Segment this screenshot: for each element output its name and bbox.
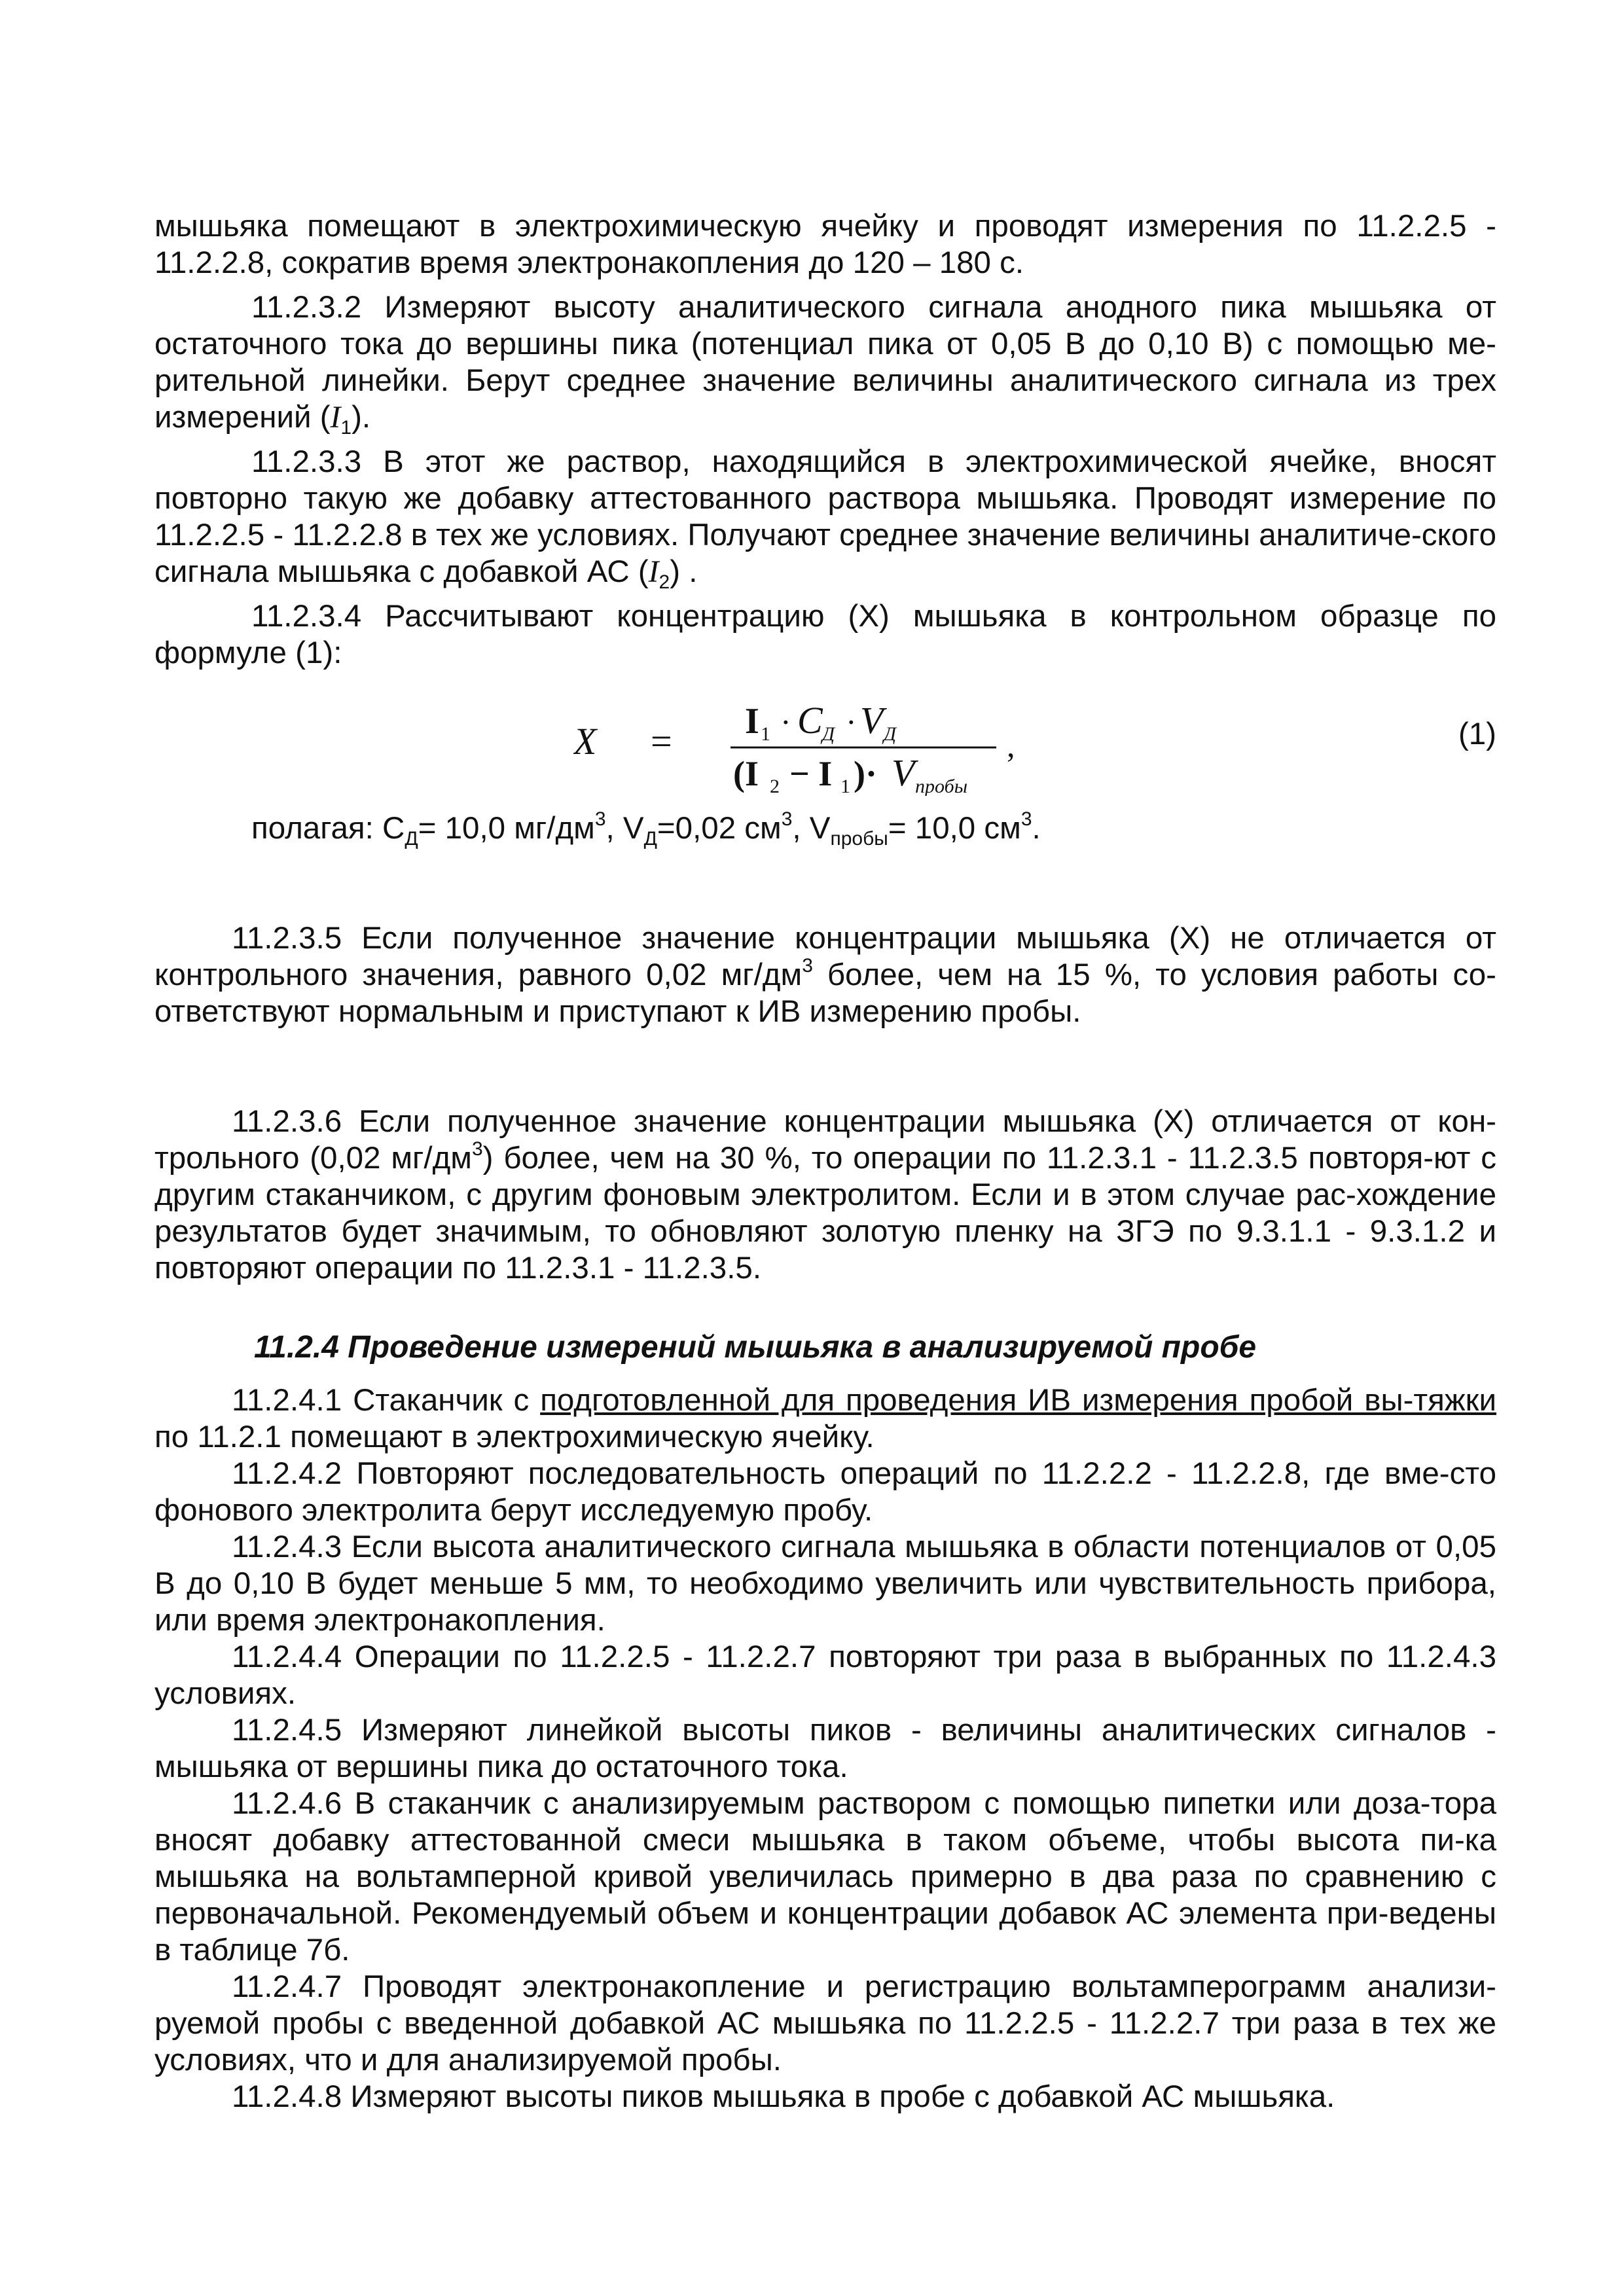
paragraph-11-2-4-1: 11.2.4.1 Стаканчик с подготовленной для проведения ИВ измерения пробой вы-тяжки по 11.2.1 помещают в электрохимическую ячейку. — [154, 1383, 1496, 1454]
formula-lhs: X — [573, 720, 597, 762]
formula-den-v: V — [892, 751, 915, 794]
paragraph-11-2-3-5: 11.2.3.5 Если полученное значение концентрации мышьяка (X) не отличается от контрольного значения, равного 0,02 $мг/дм^3$ более, чем на 15 %, то условия работы со-ответствуют нормальным и приступают к ИВ измерению пробы. — [154, 921, 1496, 1029]
formula-den-v-sub: пробы — [915, 776, 968, 796]
formula-1 — [154, 678, 1496, 796]
formula-expression — [573, 678, 1228, 796]
formula-num-v-sub: Д — [884, 723, 897, 745]
paragraph-continuation: мышьяка помещают в электрохимическую ячейку и проводят измерения по 11.2.2.5 - 11.2.2.8, сократив время электронакопления до 120 – 180 с. — [154, 209, 1496, 280]
paragraph-11-2-4-6: 11.2.4.6 В стаканчик с анализируемым раствором с помощью пипетки или доза-тора вносят добавку аттестованной смеси мышьяка в таком объеме, чтобы высота пи-ка мышьяка на вольтамперной кривой увеличилась примерно в два раза по сравнению с первоначальной. Рекомендуемый объем и концентрации добавок АС элемента при-ведены в таблице 7б. — [154, 1786, 1496, 1967]
paragraph-11-2-3-3: 11.2.3.3 В этот же раствор, находящийся в электрохимической ячейке, вносят повторно такую же добавку аттестованного раствора мышьяка. Проводят измерение по 11.2.2.5 - 11.2.2.8 в тех же условиях. Получают среднее значение величины аналитиче-ского сигнала мышьяка с добавкой АС $(I_2)$ . — [154, 444, 1496, 593]
paragraph-11-2-4-8: 11.2.4.8 Измеряют высоты пиков мышьяка в пробе с добавкой АС мышьяка. — [232, 2079, 1335, 2114]
formula-equals: = — [651, 720, 672, 762]
paragraph-11-2-3-4: 11.2.3.4 Рассчитывают концентрацию (X) мышьяка в контрольном образце по формуле (1): — [154, 599, 1496, 670]
formula-den-minus: − I — [789, 754, 833, 793]
formula-den-i1-sub: 1 — [840, 776, 850, 796]
paragraph-11-2-4-2: 11.2.4.2 Повторяют последовательность операций по 11.2.2.2 - 11.2.2.8, где вме-сто фонового электролита берут исследуемую пробу. — [154, 1456, 1496, 1528]
formula-num-dot1: · — [780, 704, 791, 740]
formula-number: (1) — [1458, 717, 1496, 751]
paragraph-11-2-4-4: 11.2.4.4 Операции по 11.2.2.5 - 11.2.2.7 повторяют три раза в выбранных по 11.2.4.3 условиях. — [154, 1640, 1496, 1711]
formula-num-i1: I — [745, 701, 759, 742]
formula-den-close: )· — [854, 754, 877, 793]
paragraph-11-2-4-5: 11.2.4.5 Измеряют линейкой высоты пиков - величины аналитических сигналов - мышьяка от вершины пика до остаточного тока. — [154, 1713, 1496, 1784]
formula-comma: , — [1007, 727, 1015, 764]
section-heading-11-2-4: 11.2.4 Проведение измерений мышьяка в анализируемой пробе — [254, 1330, 1257, 1365]
paragraph-11-2-4-7: 11.2.4.7 Проводят электронакопление и регистрацию вольтамперограмм анализи-руемой пробы с введенной добавкой АС мышьяка по 11.2.2.5 - 11.2.2.7 три раза в тех же условиях, что и для анализируемой пробы. — [154, 1969, 1496, 2077]
formula-num-i1-sub: 1 — [761, 723, 770, 745]
paragraph-11-2-4-3: 11.2.4.3 Если высота аналитического сигнала мышьяка в области потенциалов от 0,05 В до 0,10 В будет меньше 5 мм, то необходимо увеличить или чувствительность прибора, или время электронакопления. — [154, 1530, 1496, 1638]
formula-num-v: V — [860, 699, 884, 742]
formula-den-open: (I — [733, 754, 759, 793]
formula-given-values: полагая: $С_Д= 10,0$ $мг/дм^3$, $V_Д=0,02$ $см^3$, $V_{пробы}= 10,0$ $см^3$. — [251, 808, 1041, 850]
document-page — [154, 208, 1496, 2115]
paragraph-11-2-3-6: 11.2.3.6 Если полученное значение концентрации мышьяка (X) отличается от кон-трольного (0,02 $мг/дм^3$) более, чем на 30 %, то операции по 11.2.3.1 - 11.2.3.5 повторя-ют с другим стаканчиком, с другим фоновым электролитом. Если и в этом случае рас-хождение результатов будет значимым, то обновляют золотую пленку на ЗГЭ по 9.3.1.1 - 9.3.1.2 и повторяют операции по 11.2.3.1 - 11.2.3.5. — [154, 1104, 1496, 1285]
formula-num-dot2: · — [846, 704, 857, 740]
formula-den-i2-sub: 2 — [770, 776, 780, 796]
formula-num-c-sub: Д — [822, 723, 835, 745]
formula-num-c: C — [797, 699, 823, 742]
paragraph-11-2-3-2: 11.2.3.2 Измеряют высоту аналитического сигнала анодного пика мышьяка от остаточного тока до вершины пика (потенциал пика от 0,05 В до 0,10 В) с помощью ме-рительной линейки. Берут среднее значение величины аналитического сигнала из трех измерений $(I_1)$. — [154, 290, 1496, 439]
